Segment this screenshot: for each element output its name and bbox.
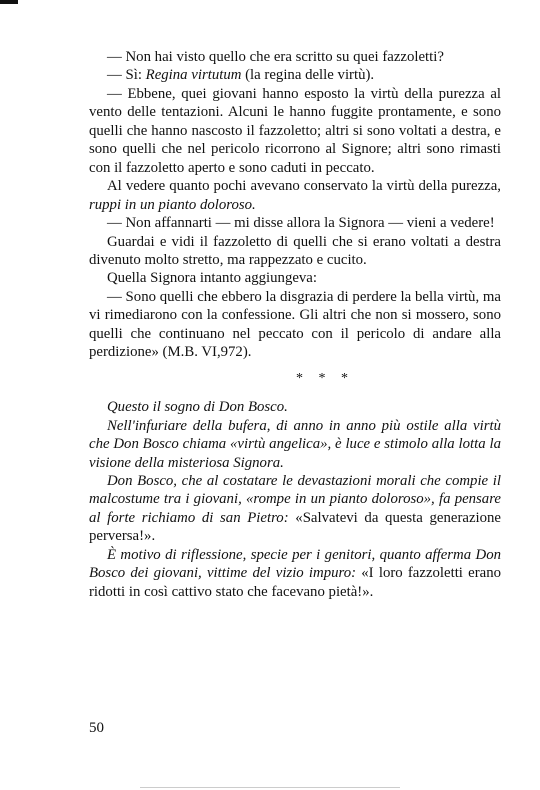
page-number: 50 xyxy=(89,720,104,736)
dialogue-paragraph: — Sì: Regina virtutum (la regina delle virtù). xyxy=(107,67,375,84)
dialogue-paragraph: — Ebbene, quei giovani hanno esposto la virtù della purezza al vento delle tentazioni. Alcuni le hanno fuggite prontamente, e sono quelli che hanno nascosto il fazzoletto; altri si sono voltati a destra, e sono quelli che nel pericolo ricorrono al Signore; altri sono rimasti con il fazzoletto aperto e sono caduti in peccato. xyxy=(89,85,501,176)
bottom-rule xyxy=(140,787,400,788)
dialogue-paragraph: Al vedere quanto pochi avevano conservato la virtù della purezza, ruppi in un pianto doloroso. xyxy=(89,178,501,213)
italic-phrase: ruppi in un pianto doloroso. xyxy=(89,196,256,213)
dialogue-paragraph: — Non hai visto quello che era scritto su quei fazzoletti? xyxy=(107,49,444,65)
commentary-section xyxy=(89,398,501,601)
commentary-paragraph: Questo il sogno di Don Bosco. xyxy=(107,399,288,416)
dialogue-paragraph: Guardai e vidi il fazzoletto di quelli che si erano voltati a destra divenuto molto stretto, ma rappezzato e cucito. xyxy=(89,233,501,268)
dialogue-paragraph: — Sono quelli che ebbero la disgrazia di perdere la bella virtù, ma vi rimediarono con la confessione. Gli altri che non si mossero, sono quelli che continuano nel peccato con il pericolo di andare alla perdizione» (M.B. VI,972). xyxy=(89,288,501,361)
corner-mark xyxy=(0,0,18,4)
commentary-paragraph: Don Bosco, che al costatare le devastazioni morali che compie il malcostume tra i giovani, «rompe in un pianto doloroso», fa pensare al forte richiamo di san Pietro: «Salvatevi da questa generazione perversa!». xyxy=(89,472,501,545)
section-separator: * * * xyxy=(296,370,354,386)
commentary-paragraph: Nell'infuriare della bufera, di anno in anno più ostile alla virtù che Don Bosco chiama «virtù angelica», è luce e stimolo alla lotta la visione della misteriosa Signora. xyxy=(89,417,501,471)
dialogue-paragraph: — Non affannarti — mi disse allora la Signora — vieni a vedere! xyxy=(107,215,495,232)
book-page-text xyxy=(89,48,501,601)
latin-phrase: Regina virtutum xyxy=(145,67,242,84)
commentary-paragraph: È motivo di riflessione, specie per i genitori, quanto afferma Don Bosco dei giovani, vittime del vizio impuro: «I loro fazzoletti erano ridotti in così cattivo stato che facevano pietà!». xyxy=(89,546,502,600)
dialogue-paragraph: Quella Signora intanto aggiungeva: xyxy=(107,270,317,287)
